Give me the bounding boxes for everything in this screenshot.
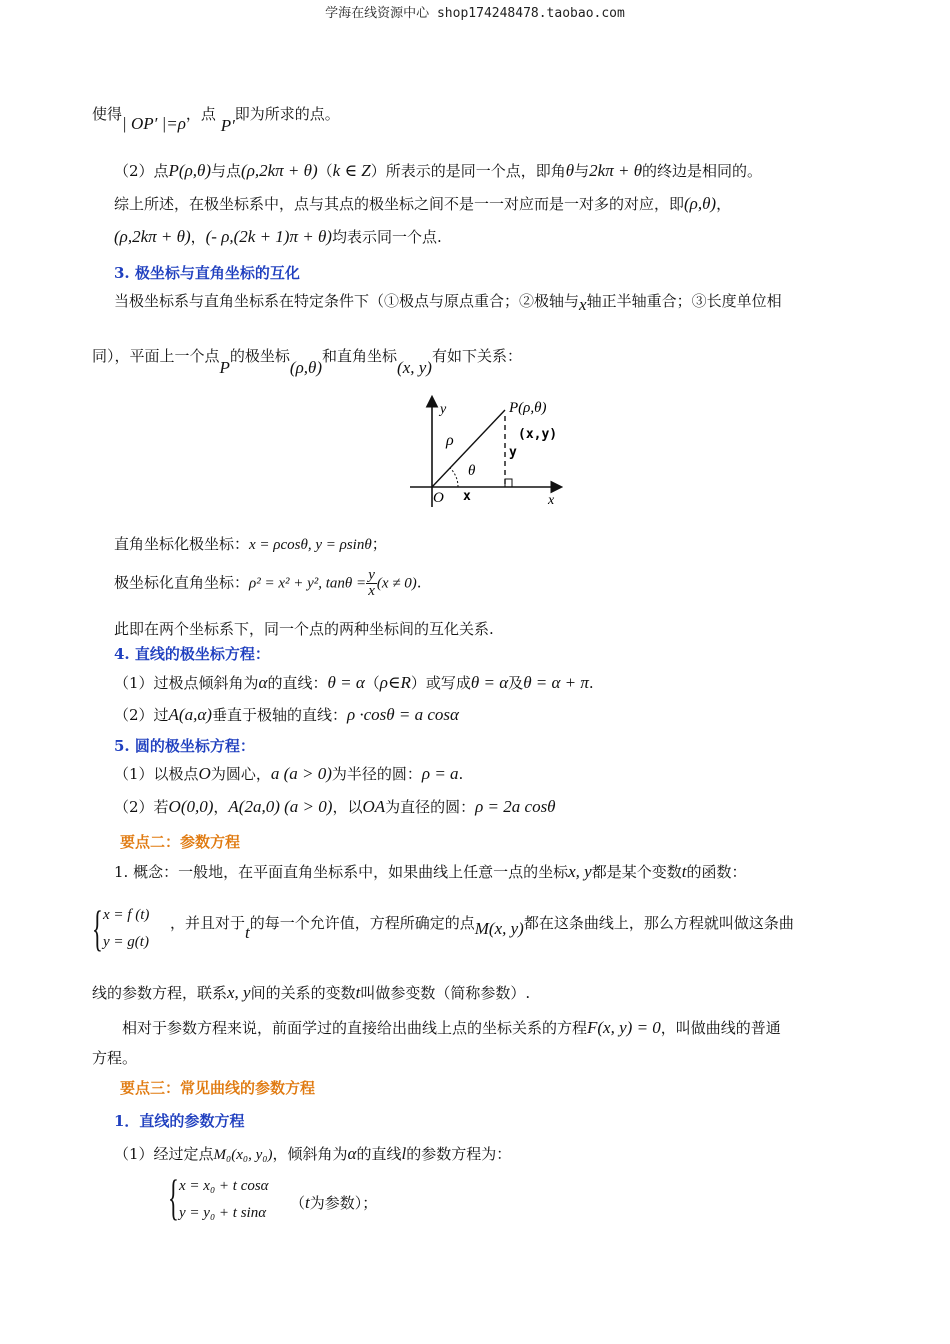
right-angle-mark: [505, 479, 512, 487]
section-heading: 4. 直线的极坐标方程：: [114, 645, 270, 663]
x-segment-label: x: [463, 489, 471, 504]
equation: x = f (t): [103, 907, 150, 923]
paragraph: 使得| OP′ |=ρ，点 P′即为所求的点。: [92, 105, 340, 135]
key-point-heading: 要点二：参数方程: [120, 833, 241, 851]
equation: x = x₀ + t cosα: [179, 1178, 269, 1194]
section-heading: 1．直线的参数方程: [114, 1112, 245, 1130]
paragraph: 当极坐标系与直角坐标系在特定条件下（①极点与原点重合；②极轴与x轴正半轴重合；③长度单位相: [114, 292, 782, 314]
paragraph: 相对于参数方程来说，前面学过的直接给出曲线上点的坐标关系的方程F(x, y) = 0，叫做曲线的普通: [122, 1018, 781, 1037]
paragraph: 1. 概念：一般地，在平面直角坐标系中，如果曲线上任意一点的坐标x, y都是某个变数t的函数：: [114, 862, 747, 881]
equation: y = g(t): [103, 934, 149, 950]
paragraph: （1）经过定点M₀(x₀, y₀)，倾斜角为α的直线l的参数方程为：: [114, 1144, 512, 1163]
paragraph: （2）过A(a,α)垂直于极轴的直线：ρ ·cosθ = a cosα: [114, 705, 459, 724]
left-brace: {: [168, 1169, 179, 1225]
paragraph: 极坐标化直角坐标：ρ² = x² + y², tanθ = $\frac{y}{x}$ (x ≠ 0).: [114, 567, 422, 599]
paragraph: 线的参数方程，联系x, y间的关系的变数t叫做参变数（简称参数）.: [92, 983, 531, 1002]
paragraph: 综上所述，在极坐标系中，点与其点的极坐标之间不是一一对应而是一对多的对应，即(ρ,θ)，: [114, 194, 732, 213]
y-axis-label: y: [440, 402, 447, 417]
x-axis-label: x: [548, 493, 555, 508]
coordinate-figure: [400, 390, 570, 515]
paragraph: （2）若O(0,0)，A(2a,0) (a > 0)，以OA为直径的圆：ρ = 2a cosθ: [114, 797, 556, 816]
paragraph: 此即在两个坐标系下，同一个点的两种坐标间的互化关系.: [114, 620, 494, 638]
paragraph: 同），平面上一个点P的极坐标(ρ,θ)和直角坐标(x, y)有如下关系：: [92, 347, 522, 377]
page-header: 学海在线资源中心 shop174248478.taobao.com: [325, 6, 625, 21]
point-label: P(ρ,θ): [509, 400, 547, 416]
section-heading: 3. 极坐标与直角坐标的互化: [114, 264, 300, 282]
paragraph: （1）过极点倾斜角为α的直线：θ = α（ρ∈R）或写成θ = α及θ = α + π.: [114, 673, 594, 692]
paragraph: ，并且对于t的每一个允许值，方程所确定的点M(x, y)都在这条曲线上，那么方程就叫做这条曲: [170, 914, 794, 942]
theta-label: θ: [468, 463, 476, 479]
paragraph: （t为参数）；: [290, 1193, 378, 1212]
paragraph: 方程。: [92, 1049, 138, 1067]
origin-label: O: [433, 490, 444, 506]
xy-label: (x,y): [518, 427, 558, 442]
paragraph: （2）点P(ρ,θ)与点(ρ,2kπ + θ)（k ∈ Z）所表示的是同一个点，即角θ与2kπ + θ的终边是相同的。: [114, 161, 763, 180]
paragraph: (ρ,2kπ + θ)，(- ρ,(2k + 1)π + θ)均表示同一个点.: [114, 227, 442, 246]
left-brace: {: [92, 900, 103, 956]
equation: y = y₀ + t sinα: [179, 1205, 267, 1221]
angle-arc: [450, 468, 458, 487]
paragraph: （1）以极点O为圆心，a (a > 0)为半径的圆：ρ = a.: [114, 764, 464, 783]
fraction: $\frac{y}{x}$: [368, 567, 375, 599]
paragraph: 直角坐标化极坐标：x = ρcosθ, y = ρsinθ；: [114, 535, 387, 553]
section-heading: 5. 圆的极坐标方程：: [114, 737, 255, 755]
rho-label: ρ: [446, 432, 454, 449]
y-segment-label: y: [509, 445, 517, 460]
key-point-heading: 要点三：常见曲线的参数方程: [120, 1079, 316, 1097]
